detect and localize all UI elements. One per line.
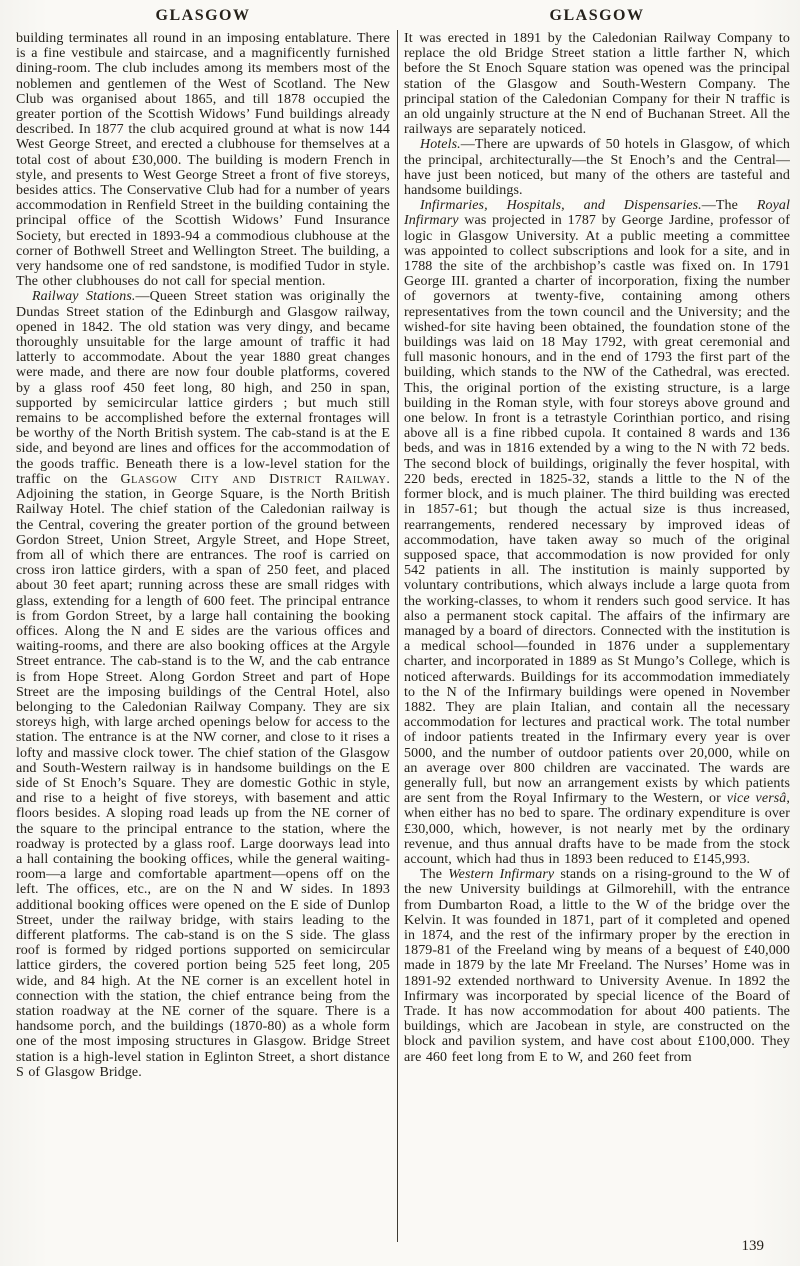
text-segment: stands on a rising-ground to the W of the new University buildings at Gilmorehill, with the entrance from Dumbarton Road, a little to the W of the bridge over the Kelvin. It was founded in 1871, part of it completed and opened in 1874, and the rest of the infirmary proper by the erection in 1879-81 of the Freeland wing by means of a bequest of £40,000 made in 1879 by the late Mr Freeland. The Nurses’ Home was in 1891-92 extended northward to University Avenue. In 1892 the Infirmary was incorporated by special licence of the Board of Trade. It has now accommodation for about 400 patients. The buildings, which are Jacobean in style, are constructed on the block and pavilion system, and have cost about £100,000. They are 460 feet long from E to W, and 260 feet from <box>404 867 790 1065</box>
text-segment: vice versâ <box>726 791 787 807</box>
text-segment: The <box>420 867 449 883</box>
paragraph <box>16 31 390 289</box>
paragraph <box>16 289 390 1080</box>
text-segment: building terminates all round in an imposing entablature. There is a fine vestibule and staircase, and a magnificently furnished dining-room. The club includes among its members most of the noblemen and gentlemen of the West of Scotland. The New Club was organised about 1865, and till 1878 occupied the greater portion of the Scottish Widows’ Fund buildings already described. In 1877 the club acquired ground at what is now 144 West George Street, and erected a clubhouse for themselves at a total cost of about £30,000. The building is modern French in style, and presents to West George Street a front of five storeys, besides attics. The Conservative Club had for a number of years accommodation in Renfield Street in the building containing the principal office of the Scottish Widows’ Fund Insurance Society, but erected in 1893-94 a commodious clubhouse at the corner of Bothwell Street and Wellington Street. The building, a very handsome one of red sandstone, is modified Tudor in style. The other clubhouses do not call for special mention. <box>16 31 390 290</box>
text-segment: was projected in 1787 by George Jardine, professor of logic in Glasgow University. At a public meeting a committee was appointed to collect subscriptions and look for a site, and in 1788 the site of the archbishop’s castle was fixed on. In 1791 George III. granted a charter of incorporation, fixing the number of governors at twenty-five, containing among others representatives from the town council and the University; and the wished-for site having been obtained, the foundation stone of the buildings was laid on 18 May 1792, with great ceremonial and full masonic honours, and in the end of 1793 the first part of the building, which stands to the NW of the Cathedral, was erected. This, the original portion of the existing structure, is a large building in the Roman style, with four storeys above ground and one below. In front is a tetrastyle Corinthian portico, and rising above all is a fine ribbed cupola. It contained 8 wards and 136 beds, and was in 1816 extended by a wing to the N with 72 beds. The second block of buildings, originally the fever hospital, with 220 beds, erected in 1825-32, stands a little to the N of the former block, and is much plainer. The third building was erected in 1857-61; but though the actual size is thus increased, rearrangements, rendered necessary by improved ideas of accommodation, have taken away so much of the original supposed space, that accommodation is now provided for only 542 patients in all. The institution is mainly supported by voluntary contributions, which always include a large quota from the working-classes, to whom it renders such good service. It has also a permanent stock capital. The affairs of the infirmary are managed by a board of directors. Connected with the institution is a medical school—founded in 1876 under a supplementary charter, and incorporated in 1889 as St Mungo’s College, which is noticed afterwards. Buildings for its accommodation immediately to the N of the Infirmary buildings were opened in November 1882. They are plain Italian, and contain all the necessary accommodation for lectures and practical work. The total number of indoor patients treated in the Infirmary every year is over 5000, and the number of outdoor patients over 20,000, while on an average over 800 children are vaccinated. The wards are generally full, but now an arrangement exists by which patients are sent from the Royal Infirmary to the Western, or <box>404 213 790 807</box>
text-segment: —There are upwards of 50 hotels in Glasgow, of which the principal, architecturally—the St Enoch’s and the Central—have just been noticed, but many of the others are tasteful and handsome buildings. <box>404 137 790 199</box>
text-segment: Hotels. <box>420 137 461 153</box>
paragraph <box>404 867 790 1065</box>
text-segment: . Adjoining the station, in George Square, is the North British Railway Hotel. The chief station of the Caledonian railway is the Central, covering the greater portion of the ground between Gordon Street, Union Street, Argyle Street, and Hope Street, from all of which there are entrances. The roof is carried on cross iron lattice girders, with a span of 250 feet, and placed about 30 feet apart; running across these are small ridges with glass, extending for a length of 600 feet. The principal entrance is from Gordon Street, by a large hall containing the booking offices. Along the N and E sides are the various offices and waiting-rooms, and there are also booking offices at the Argyle Street entrance. The cab-stand is to the W, and the cab entrance is from Hope Street. Along Gordon Street and part of Hope Street are the imposing buildings of the Central Hotel, also belonging to the Caledonian Railway Company. They are six storeys high, with large arched openings below for access to the station. The entrance is at the NW corner, and close to it rises a lofty and massive clock tower. The chief station of the Glasgow and South-Western railway is in handsome buildings on the E side of St Enoch’s Square. They are domestic Gothic in style, and rise to a height of five storeys, with basement and attic floors besides. A sloping road leads up from the NE corner of the square to the principal entrance to the station, where the roadway is protected by a glass roof. Large doorways lead into a hall containing the booking offices, while the general waiting-room—a large and comfortable apartment—opens off on the left. The offices, etc., are on the N and W sides. In 1893 additional booking offices were opened on the E side of Dunlop Street, under the railway bridge, with stairs leading to the different platforms. The cab-stand is on the S side. The glass roof is formed by ridged portions supported on semicircular lattice girders, the covered portion being 525 feet long, 205 wide, and 84 high. At the NE corner is an excellent hotel in connection with the station, the chief entrance being from the station roadway at the NE corner of the square. There is a handsome porch, and the buildings (1870-80) as a whole form one of the most imposing structures in Glasgow. Bridge Street station is a high-level station in Eglinton Street, a short distance S of Glasgow Bridge. <box>16 471 390 1080</box>
text-segment: —Queen Street station was originally the Dundas Street station of the Edinburgh and Glasgow railway, opened in 1842. The old station was very dingy, and became thoroughly unsuitable for the large amount of traffic it had latterly to accommodate. About the year 1880 great changes were made, and there are now four double platforms, covered by a glass roof 450 feet long, 80 high, and 250 in span, supported by semicircular lattice girders ; but much still remains to be accomplished before the external frontages will be worthy of the North British system. The cab-stand is at the E side, and beyond are lines and offices for the accommodation of the goods traffic. Beneath there is a low-level station for the traffic on the <box>16 289 390 487</box>
text-segment: Railway Stations. <box>32 289 136 305</box>
running-head-left: GLASGOW <box>155 7 251 24</box>
text-segment: It was erected in 1891 by the Caledonian Railway Company to replace the old Bridge Street station a little farther N, which before the St Enoch Square station was opened was the principal station of the Glasgow and South-Western Company. The principal station of the Caledonian Company for their N traffic is an old ungainly structure at the N end of Buchanan Street. All the railways are separately noticed. <box>404 31 790 138</box>
text-segment: Infirmaries, Hospitals, and Dispensaries. <box>420 198 702 214</box>
text-segment: —The <box>701 198 757 214</box>
text-segment: Royal Infirmary <box>404 198 791 229</box>
text-segment: , when either has no bed to spare. The ordinary expenditure is over £30,000, which, however, is not nearly met by the ordinary revenue, and thus annual drafts have to be made from the stock account, which had thus in 1893 been reduced to £145,993. <box>404 791 790 867</box>
paragraph <box>404 31 790 137</box>
text-segment: Western Infirmary <box>448 867 555 883</box>
page-number: 139 <box>741 1238 764 1254</box>
right-text-column <box>404 31 790 1065</box>
paragraph <box>404 198 790 867</box>
column-divider-rule <box>397 30 398 1242</box>
text-segment: Glasgow City and District Railway <box>120 471 387 487</box>
running-head-right: GLASGOW <box>549 7 645 24</box>
paragraph <box>404 137 790 198</box>
left-text-column <box>16 31 390 1080</box>
